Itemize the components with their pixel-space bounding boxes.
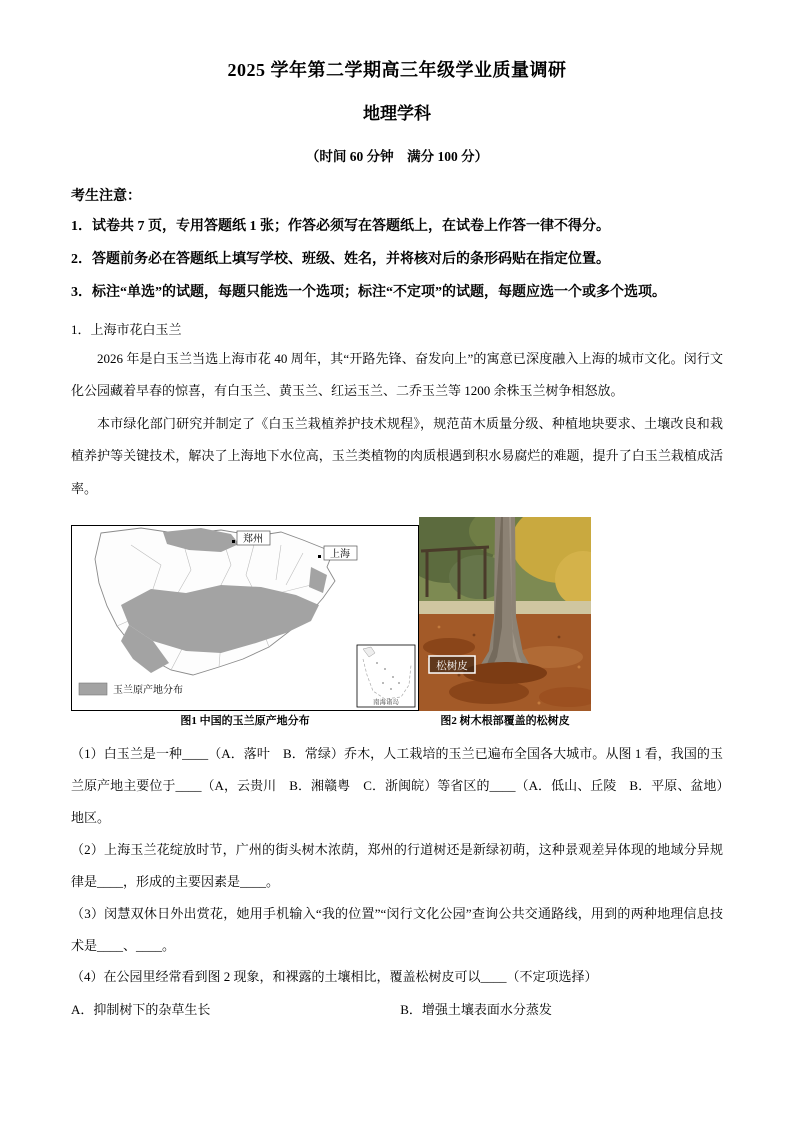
options-row — [71, 997, 723, 1023]
exam-time-score: （时间 60 分钟 满分 100 分） — [305, 149, 489, 164]
park-photo — [419, 517, 591, 711]
inset-label: 南海诸岛 — [373, 699, 399, 707]
question-1: （1）白玉兰是一种____（A．落叶 B．常绿）乔木，人工栽培的玉兰已遍布全国各大城市。从图 1 看，我国的玉兰原产地主要位于____（A，云贵川 B．湘赣粤 C．浙闽皖）等省区的____（A．低山、丘陵 B．平原、盆地）地区。 — [71, 746, 723, 826]
bark-label — [429, 656, 475, 673]
notice-item-1: 1．试卷共 7 页，专用答题纸 1 张；作答必须写在答题纸上，在试卷上作答一律不得分。 — [71, 219, 610, 234]
figure-1-caption: 图1 中国的玉兰原产地分布 — [180, 715, 310, 728]
question-2: （2）上海玉兰花绽放时节，广州的街头树木浓荫，郑州的行道树还是新绿初萌，这种景观差异体现的地域分异规律是____，形成的主要因素是____。 — [71, 842, 723, 889]
zhengzhou-label: 郑州 — [243, 534, 263, 546]
question-3: （3）闵慧双休日外出赏花，她用手机输入“我的位置”“闵行文化公园”查询公共交通路线，用到的两种地理信息技术是____、____。 — [71, 905, 723, 953]
exam-subject: 地理学科 — [363, 104, 431, 123]
option-b: B．增强土壤表面水分蒸发 — [400, 1002, 552, 1018]
inset-frame — [357, 645, 415, 707]
option-a: A．抑制树下的杂草生长 — [71, 1002, 211, 1018]
questions-block — [71, 738, 723, 1023]
shanghai-label: 上海 — [330, 549, 350, 561]
notice-item-2: 2．答题前务必在答题纸上填写学校、班级、姓名，并将核对后的条形码贴在指定位置。 — [71, 251, 610, 267]
notice-item-3: 3．标注“单选”的试题，每题只能选一个选项；标注“不定项”的试题，每题应选一个或多个选项。 — [71, 284, 666, 300]
intro-paragraph-2: 本市绿化部门研究并制定了《白玉兰栽植养护技术规程》，规范苗木质量分级、种植地块要求、土壤改良和栽植养护等关键技术，解决了上海地下水位高，玉兰类植物的肉质根遇到积水易腐烂的难题，提升了白玉兰栽植成活率。 — [71, 415, 723, 496]
south-china-sea-inset — [357, 645, 415, 707]
china-map — [71, 525, 419, 711]
section-title: 1．上海市花白玉兰 — [71, 321, 182, 337]
figure-1 — [71, 525, 419, 728]
legend-label: 玉兰原产地分布 — [113, 685, 183, 697]
figure-2 — [419, 517, 591, 728]
bark-label-text: 松树皮 — [436, 660, 468, 673]
notice-heading: 考生注意： — [71, 189, 141, 204]
legend-swatch-icon — [79, 683, 107, 695]
shanghai-marker — [318, 555, 321, 558]
zhengzhou-marker — [232, 540, 235, 543]
question-4: （4）在公园里经常看到图 2 现象，和裸露的土壤相比，覆盖松树皮可以____（不定项选择） — [71, 969, 598, 985]
intro-paragraph-1: 2026 年是白玉兰当选上海市花 40 周年，其“开路先锋、奋发向上”的寓意已深度融入上海的城市文化。闵行文化公园藏着早春的惊喜，有白玉兰、黄玉兰、红运玉兰、二乔玉兰等 1200 余株玉兰树争相怒放。 — [71, 350, 723, 399]
exam-title: 2025 学年第二学期高三年级学业质量调研 — [227, 60, 567, 80]
figure-2-caption: 图2 树木根部覆盖的松树皮 — [440, 715, 570, 728]
figures-row — [71, 517, 723, 728]
